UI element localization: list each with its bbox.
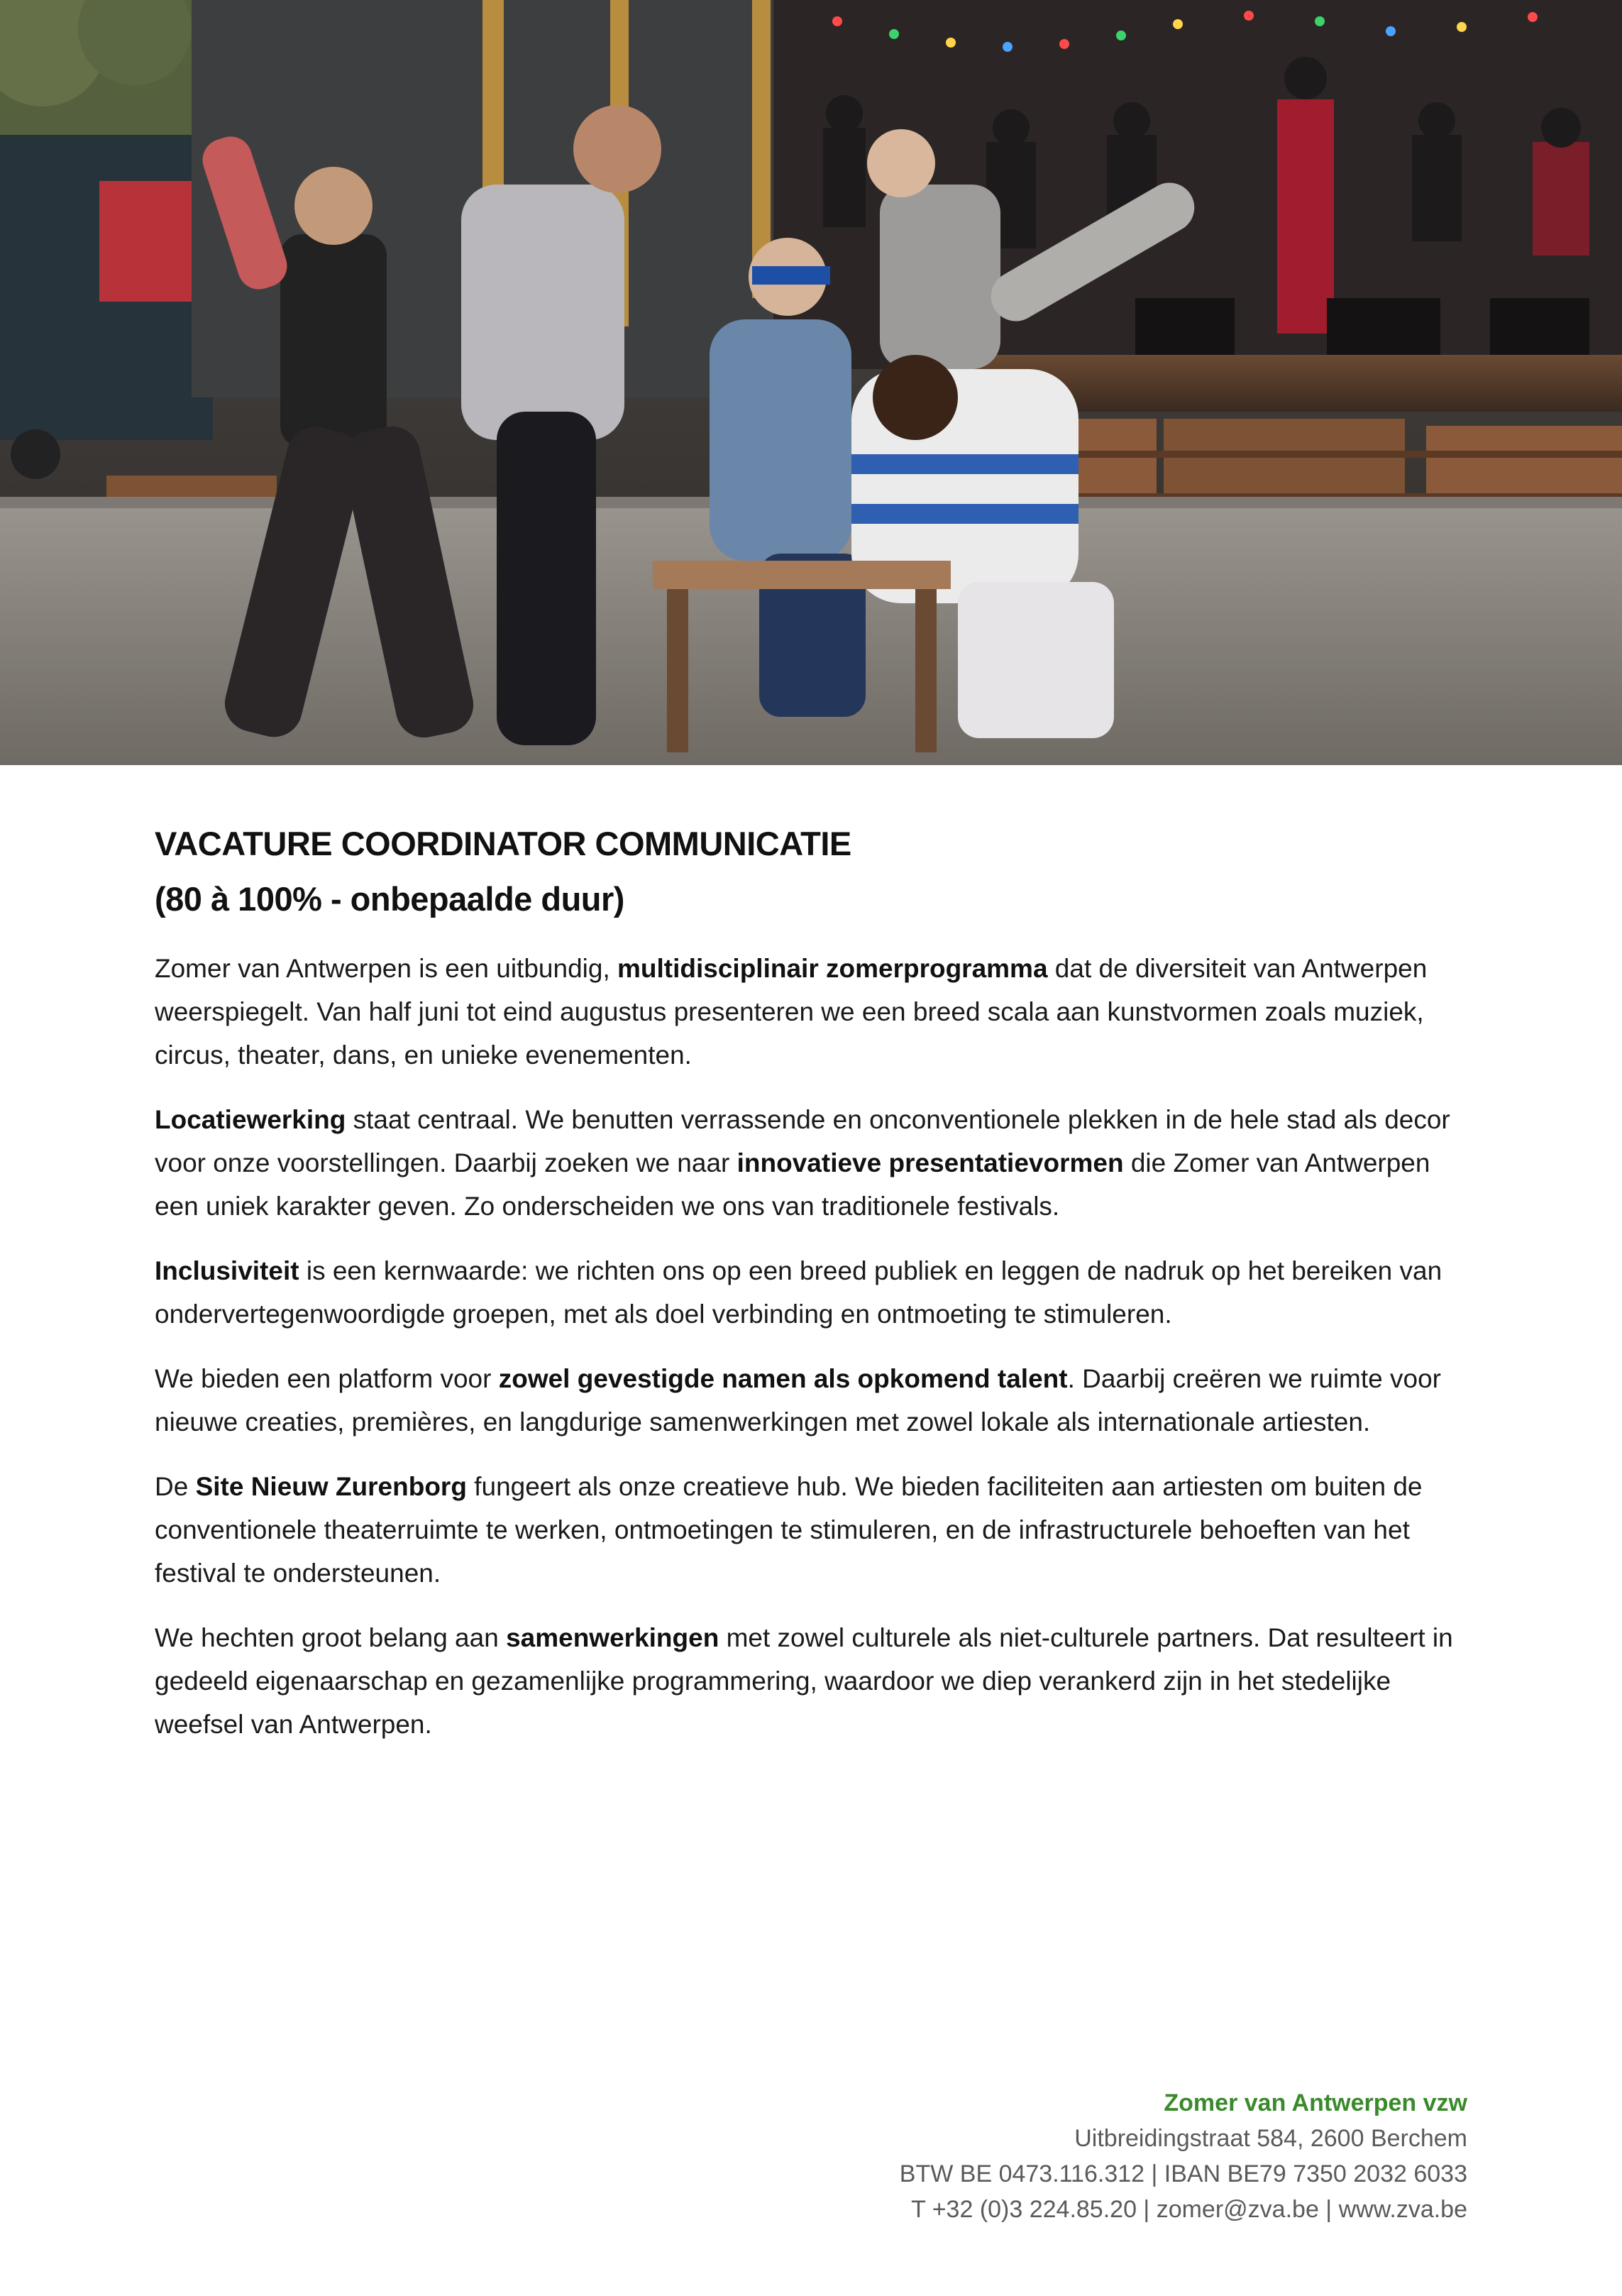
paragraph-bold: Inclusiviteit [155, 1256, 299, 1285]
paragraph-text: met zowel culturele als niet-culturele partners. Dat resulteert in gedeeld eigenaarschap en gezamenlijke programmering, waardoor we diep verankerd zijn in het stedelijke weefsel van Antwerpen. [155, 1623, 1453, 1739]
paragraph-platform [155, 1357, 1474, 1444]
page-title: VACATURE COORDINATOR COMMUNICATIE [155, 825, 851, 862]
vacancy-content [155, 816, 1474, 1767]
footer-address: Uitbreidingstraat 584, 2600 Berchem [1074, 2125, 1467, 2152]
paragraph-inclusiviteit [155, 1249, 1474, 1336]
paragraph-text: De [155, 1472, 196, 1501]
footer-tax-bank: BTW BE 0473.116.312 | IBAN BE79 7350 2032 6033 [899, 2160, 1467, 2187]
paragraph-bold: samenwerkingen [506, 1623, 719, 1652]
paragraph-site [155, 1465, 1474, 1595]
paragraph-text: Zomer van Antwerpen is een uitbundig, [155, 954, 617, 983]
paragraph-text: dat de diversiteit van Antwerpen weerspiegelt. Van half juni tot eind augustus presenteren we een breed scala aan kunstvormen zoals muziek, circus, theater, dans, en unieke evenementen. [155, 954, 1428, 1070]
paragraph-text: We bieden een platform voor [155, 1364, 499, 1393]
footer-contact-line: T +32 (0)3 224.85.20 | zomer@zva.be | www.zva.be [911, 2196, 1467, 2223]
paragraph-text: We hechten groot belang aan [155, 1623, 507, 1652]
paragraph-text: fungeert als onze creatieve hub. We bieden faciliteiten aan artiesten om buiten de conventionele theaterruimte te werken, ontmoetingen te stimuleren, en de infrastructurele behoeften van het festival te ondersteunen. [155, 1472, 1423, 1588]
paragraph-locatiewerking [155, 1098, 1474, 1228]
paragraph-samenwerkingen [155, 1616, 1474, 1746]
paragraph-bold: zowel gevestigde namen als opkomend talent [498, 1364, 1068, 1393]
hero-photo-illustration [0, 0, 1622, 765]
hero-photo [0, 0, 1622, 765]
paragraph-bold: Site Nieuw Zurenborg [195, 1472, 467, 1501]
paragraph-bold: multidisciplinair zomerprogramma [617, 954, 1048, 983]
paragraph-text: staat centraal. We benutten verrassende en onconventionele plekken in de hele stad als decor voor onze voorstellingen. Daarbij zoeken we naar [155, 1105, 1450, 1177]
paragraph-text: die Zomer van Antwerpen een uniek karakter geven. Zo onderscheiden we ons van traditionele festivals. [155, 1148, 1430, 1221]
footer-contact [900, 2085, 1467, 2227]
paragraph-bold: Locatiewerking [155, 1105, 346, 1134]
footer-org-name: Zomer van Antwerpen vzw [1164, 2089, 1467, 2116]
paragraph-text: . Daarbij creëren we ruimte voor nieuwe creaties, premières, en langdurige samenwerkingen met zowel lokale als internationale artiesten. [155, 1364, 1441, 1437]
page-subtitle: (80 à 100% - onbepaalde duur) [155, 880, 624, 918]
paragraph-bold: innovatieve presentatievormen [736, 1148, 1124, 1177]
paragraph-intro [155, 947, 1474, 1077]
paragraph-text: is een kernwaarde: we richten ons op een breed publiek en leggen de nadruk op het bereiken van ondervertegenwoordigde groepen, met als doel verbinding en ontmoeting te stimuleren. [155, 1256, 1442, 1329]
